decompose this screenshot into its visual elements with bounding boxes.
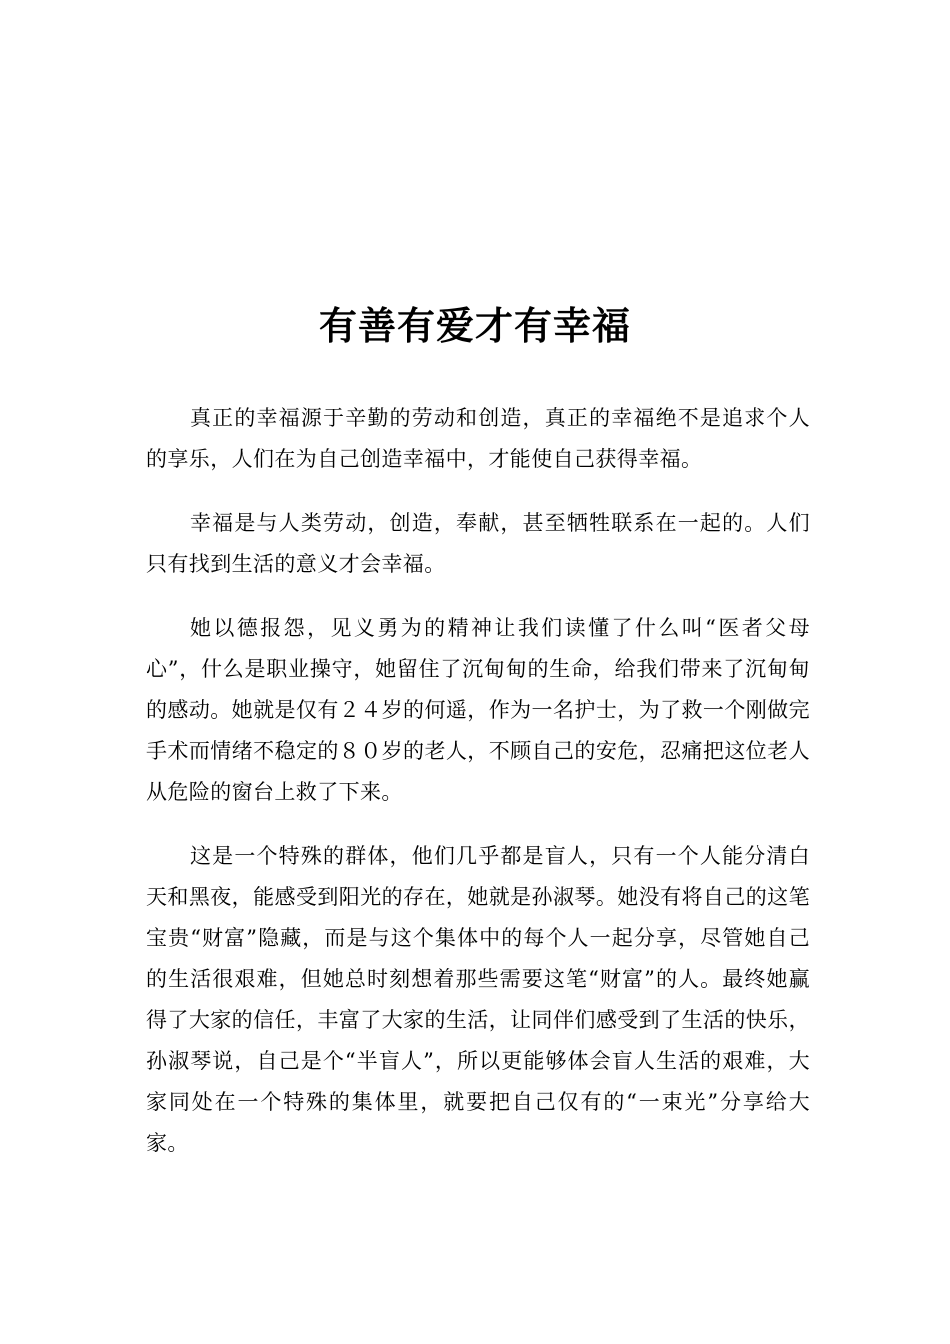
- paragraph-2: 幸福是与人类劳动，创造，奉献，甚至牺牲联系在一起的。人们只有找到生活的意义才会幸福。: [146, 511, 810, 576]
- document-body: [146, 398, 810, 1164]
- document-title: 有善有爱才有幸福: [318, 304, 631, 348]
- paragraph-1: 真正的幸福源于辛勤的劳动和创造，真正的幸福绝不是追求个人的享乐，人们在为自己创造幸福中，才能使自己获得幸福。: [146, 406, 810, 471]
- paragraph-3: 她以德报怨，见义勇为的精神让我们读懂了什么叫“医者父母心”，什么是职业操守，她留住了沉甸甸的生命，给我们带来了沉甸甸的感动。她就是仅有２４岁的何遥，作为一名护士，为了救一个刚做完手术而情绪不稳定的８０岁的老人，不顾自己的安危，忍痛把这位老人从危险的窗台上救了下来。: [146, 616, 810, 804]
- paragraph-4: 这是一个特殊的群体，他们几乎都是盲人，只有一个人能分清白天和黑夜，能感受到阳光的存在，她就是孙淑琴。她没有将自己的这笔宝贵“财富”隐藏，而是与这个集体中的每个人一起分享，尽管她自己的生活很艰难，但她总时刻想着那些需要这笔“财富”的人。最终她赢得了大家的信任，丰富了大家的生活，让同伴们感受到了生活的快乐，孙淑琴说，自己是个“半盲人”，所以更能够体会盲人生活的艰难，大家同处在一个特殊的集体里，就要把自己仅有的“一束光”分享给大家。: [146, 844, 810, 1155]
